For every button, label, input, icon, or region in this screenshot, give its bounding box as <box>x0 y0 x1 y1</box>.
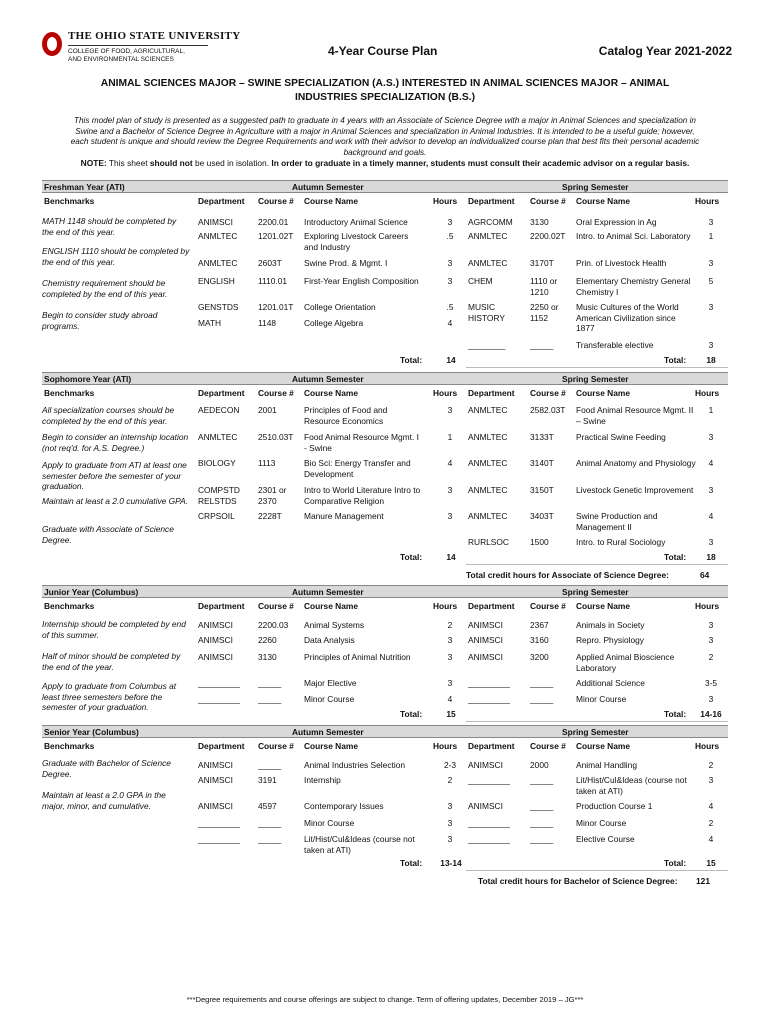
benchmark-item: Graduate with Associate of Science Degree. <box>42 524 174 545</box>
autumn-course-number: _____ <box>258 818 282 828</box>
benchmarks-header: Benchmarks <box>44 601 95 611</box>
spring-course-department: ANMLTEC <box>468 258 508 268</box>
spring-course-department: ANIMSCI <box>468 652 503 662</box>
autumn-course-hours: 3 <box>447 818 453 828</box>
hours-header: Hours <box>433 601 458 611</box>
associate-total-label: Total credit hours for Associate of Science Degree: <box>466 570 669 580</box>
autumn-course-hours: 3 <box>447 405 453 415</box>
spring-course-hours: 2 <box>708 760 714 770</box>
autumn-course-name: Internship <box>304 775 341 785</box>
benchmark-item: Apply to graduate from ATI at least one semester before the semester of your graduation. <box>42 460 187 491</box>
spring-course-department: MUSIC HISTORY <box>468 302 505 323</box>
benchmarks-header: Benchmarks <box>44 388 95 398</box>
spring-course-hours: 2 <box>708 652 714 662</box>
spring-course-hours: 4 <box>708 801 714 811</box>
spring-total-label: Total: <box>664 709 687 719</box>
spring-course-hours: 3-5 <box>704 678 718 688</box>
bachelor-total-label: Total credit hours for Bachelor of Science Degree: <box>478 876 678 886</box>
autumn-course-number: _____ <box>258 678 282 688</box>
ohio-state-logo-icon <box>42 32 62 56</box>
course-num-header: Course # <box>258 741 294 751</box>
autumn-course-name: College Orientation <box>304 302 376 312</box>
sophomore-section-header <box>42 372 728 385</box>
autumn-course-hours: 3 <box>447 258 453 268</box>
advisor-note: NOTE: This sheet should not be used in isolation. In order to graduate in a timely manner, students must consult their academic advisor on a regular basis. <box>80 158 690 168</box>
spring-course-hours: 3 <box>708 302 714 312</box>
spring-course-number: _____ <box>530 775 554 785</box>
plan-title: 4-Year Course Plan <box>328 44 438 58</box>
spring-course-hours: 3 <box>708 340 714 350</box>
university-logo-text <box>68 30 240 64</box>
autumn-course-hours: 3 <box>447 485 453 495</box>
autumn-course-name: First-Year English Composition <box>304 276 419 286</box>
autumn-total-label: Total: <box>400 552 423 562</box>
autumn-course-department: ANMLTEC <box>198 432 238 442</box>
course-num-header: Course # <box>258 601 294 611</box>
spring-course-name: Livestock Genetic Improvement <box>576 485 694 495</box>
intro-paragraph: This model plan of study is presented as a suggested path to graduate in 4 years with an Associate of Science Degree with a major in Animal Sciences and specialization in Swine and a Bachelor of Science Degree in Agriculture with a major in Animal Sciences and specialization in Animal Industries. It is intended to be a useful guide; however, each student is unique and should review the Degree Requirements and work with their advisor to develop an individualized course plan that best fits their personal academic background and goals. <box>70 116 700 157</box>
autumn-course-name: Animal Industries Selection <box>304 760 406 770</box>
spring-course-name: Animals in Society <box>576 620 645 630</box>
spring-course-number: 2250 or 1152 <box>530 302 559 323</box>
autumn-course-number: 4597 <box>258 801 277 811</box>
course-num-header: Course # <box>530 601 566 611</box>
benchmark-item: Chemistry requirement should be completed by the end of this year. <box>42 278 168 299</box>
autumn-course-department: ANIMSCI <box>198 760 233 770</box>
spring-course-hours: 3 <box>708 258 714 268</box>
autumn-course-name: Introductory Animal Science <box>304 217 408 227</box>
autumn-course-name: Minor Course <box>304 694 355 704</box>
spring-course-department: ANIMSCI <box>468 620 503 630</box>
autumn-total-label: Total: <box>400 858 423 868</box>
spring-course-hours: 3 <box>708 485 714 495</box>
autumn-course-department: _________ <box>198 694 240 704</box>
spring-course-hours: 4 <box>708 834 714 844</box>
spring-course-name: Oral Expression in Ag <box>576 217 657 227</box>
autumn-course-number: _____ <box>258 694 282 704</box>
autumn-course-hours: 1 <box>447 432 453 442</box>
junior-autumn-label: Autumn Semester <box>292 587 364 597</box>
spring-course-number: 2582.03T <box>530 405 566 415</box>
autumn-course-name: Food Animal Resource Mgmt. I - Swine <box>304 432 419 453</box>
spring-course-number: 3160 <box>530 635 549 645</box>
spring-course-hours: 1 <box>708 231 714 241</box>
page-header <box>42 30 732 70</box>
benchmarks-header: Benchmarks <box>44 196 95 206</box>
autumn-course-hours: 3 <box>447 801 453 811</box>
autumn-course-number: _____ <box>258 834 282 844</box>
spring-course-number: _____ <box>530 818 554 828</box>
course-name-header: Course Name <box>576 601 630 611</box>
spring-course-name: Elementary Chemistry General Chemistry I <box>576 276 691 297</box>
spring-course-number: 2000 <box>530 760 549 770</box>
spring-course-name: Intro. to Animal Sci. Laboratory <box>576 231 691 241</box>
autumn-course-department: ANIMSCI <box>198 635 233 645</box>
spring-course-number: _____ <box>530 834 554 844</box>
autumn-course-name: Principles of Food and Resource Economics <box>304 405 388 426</box>
autumn-course-department: CRPSOIL <box>198 511 235 521</box>
autumn-course-name: Manure Management <box>304 511 384 521</box>
junior-section-header <box>42 585 728 598</box>
spring-course-department: AGRCOMM <box>468 217 513 227</box>
benchmark-item: Begin to consider an internship location (not req'd. for A.S. Degree.) <box>42 432 189 453</box>
autumn-course-hours: 2-3 <box>443 760 457 770</box>
autumn-course-hours: 3 <box>447 635 453 645</box>
autumn-course-number: 2200.03 <box>258 620 289 630</box>
autumn-course-number: 1201.02T <box>258 231 294 241</box>
spring-course-name: Applied Animal Bioscience Laboratory <box>576 652 675 673</box>
spring-course-department: ANIMSCI <box>468 760 503 770</box>
sophomore-year-title: Sophomore Year (ATI) <box>44 374 132 384</box>
spring-course-number: 3170T <box>530 258 554 268</box>
autumn-course-department: AEDECON <box>198 405 240 415</box>
autumn-course-name: Animal Systems <box>304 620 365 630</box>
senior-year-title: Senior Year (Columbus) <box>44 727 139 737</box>
spring-course-name: Practical Swine Feeding <box>576 432 666 442</box>
autumn-course-hours: 3 <box>447 276 453 286</box>
spring-course-number: 3200 <box>530 652 549 662</box>
junior-year-section <box>42 585 728 723</box>
autumn-course-name: Exploring Livestock Careers and Industry <box>304 231 409 252</box>
course-name-header: Course Name <box>576 196 630 206</box>
spring-course-name: Prin. of Livestock Health <box>576 258 667 268</box>
senior-spring-label: Spring Semester <box>562 727 629 737</box>
spring-course-department: _________ <box>468 834 510 844</box>
department-header: Department <box>198 741 245 751</box>
spring-course-name: Transferable elective <box>576 340 654 350</box>
spring-course-department: ANMLTEC <box>468 485 508 495</box>
autumn-course-name: Intro to World Literature Intro to Comparative Religion <box>304 485 421 506</box>
autumn-course-number: 2260 <box>258 635 277 645</box>
freshman-year-title: Freshman Year (ATI) <box>44 182 125 192</box>
spring-course-number: _____ <box>530 801 554 811</box>
benchmark-item: ENGLISH 1110 should be completed by the end of this year. <box>42 246 190 267</box>
spring-course-number: 3130 <box>530 217 549 227</box>
junior-year-title: Junior Year (Columbus) <box>44 587 139 597</box>
course-num-header: Course # <box>530 741 566 751</box>
department-header: Department <box>468 388 515 398</box>
college-name: COLLEGE OF FOOD, AGRICULTURAL, AND ENVIRONMENTAL SCIENCES <box>68 45 208 64</box>
autumn-course-hours: 3 <box>447 678 453 688</box>
spring-course-name: Minor Course <box>576 694 627 704</box>
catalog-year: Catalog Year 2021-2022 <box>598 44 732 58</box>
autumn-course-number: 1148 <box>258 318 277 328</box>
benchmark-item: All specialization courses should be completed by the end of this year. <box>42 405 175 426</box>
sophomore-column-headers <box>42 388 728 400</box>
spring-course-hours: 3 <box>708 537 714 547</box>
spring-course-number: 2200.02T <box>530 231 566 241</box>
spring-course-name: Swine Production and Management II <box>576 511 658 532</box>
spring-course-department: ANMLTEC <box>468 458 508 468</box>
department-header: Department <box>468 196 515 206</box>
autumn-course-department: ANIMSCI <box>198 801 233 811</box>
spring-total-label: Total: <box>664 552 687 562</box>
senior-year-section <box>42 725 728 872</box>
hours-header: Hours <box>695 741 720 751</box>
department-header: Department <box>468 601 515 611</box>
hours-header: Hours <box>433 196 458 206</box>
senior-autumn-label: Autumn Semester <box>292 727 364 737</box>
spring-course-department: _________ <box>468 694 510 704</box>
spring-course-department: ANIMSCI <box>468 801 503 811</box>
autumn-course-department: _________ <box>198 818 240 828</box>
total-divider <box>466 870 728 871</box>
autumn-course-department: ANIMSCI <box>198 775 233 785</box>
autumn-course-number: 1110.01 <box>258 276 288 286</box>
autumn-course-number: 2510.03T <box>258 432 294 442</box>
freshman-year-section <box>42 180 728 369</box>
autumn-course-department: MATH <box>198 318 222 328</box>
autumn-total-hours: 14 <box>446 552 456 562</box>
spring-course-name: Animal Handling <box>576 760 637 770</box>
spring-course-hours: 3 <box>708 775 714 785</box>
benchmark-item: Half of minor should be completed by the end of the year. <box>42 651 181 672</box>
autumn-course-number: 2001 <box>258 405 277 415</box>
spring-course-number: _____ <box>530 678 554 688</box>
autumn-course-department: COMPSTD RELSTDS <box>198 485 240 506</box>
spring-course-number: _____ <box>530 340 554 350</box>
autumn-course-name: College Algebra <box>304 318 364 328</box>
course-num-header: Course # <box>530 196 566 206</box>
spring-total-label: Total: <box>664 355 687 365</box>
course-num-header: Course # <box>258 196 294 206</box>
total-divider <box>466 721 728 722</box>
course-name-header: Course Name <box>304 388 358 398</box>
autumn-course-number: 2200.01 <box>258 217 289 227</box>
spring-course-department: CHEM <box>468 276 493 286</box>
spring-course-hours: 1 <box>708 405 714 415</box>
spring-course-name: Repro. Physiology <box>576 635 644 645</box>
sophomore-autumn-label: Autumn Semester <box>292 374 364 384</box>
freshman-autumn-label: Autumn Semester <box>292 182 364 192</box>
junior-spring-label: Spring Semester <box>562 587 629 597</box>
autumn-course-department: ANIMSCI <box>198 217 233 227</box>
spring-course-department: ________ <box>468 340 506 350</box>
autumn-total-hours: 13-14 <box>440 858 462 868</box>
autumn-course-number: 3191 <box>258 775 277 785</box>
autumn-course-name: Bio Sci: Energy Transfer and Development <box>304 458 411 479</box>
autumn-course-number: 2301 or 2370 <box>258 485 287 506</box>
total-divider <box>466 367 728 368</box>
autumn-course-name: Swine Prod. & Mgmt. I <box>304 258 388 268</box>
spring-course-hours: 4 <box>708 511 714 521</box>
spring-course-hours: 3 <box>708 432 714 442</box>
freshman-section-header <box>42 180 728 193</box>
autumn-course-department: ANIMSCI <box>198 620 233 630</box>
autumn-course-hours: 3 <box>447 652 453 662</box>
autumn-course-hours: .5 <box>446 231 454 241</box>
autumn-course-hours: .5 <box>446 302 454 312</box>
autumn-course-name: Data Analysis <box>304 635 355 645</box>
autumn-total-hours: 14 <box>446 355 456 365</box>
freshman-spring-label: Spring Semester <box>562 182 629 192</box>
sophomore-spring-label: Spring Semester <box>562 374 629 384</box>
department-header: Department <box>198 601 245 611</box>
department-header: Department <box>198 196 245 206</box>
spring-course-department: ANMLTEC <box>468 405 508 415</box>
autumn-course-name: Principles of Animal Nutrition <box>304 652 411 662</box>
autumn-course-number: 3130 <box>258 652 277 662</box>
spring-course-hours: 3 <box>708 620 714 630</box>
spring-course-department: RURLSOC <box>468 537 509 547</box>
spring-course-name: Music Cultures of the World American Civilization since 1877 <box>576 302 679 333</box>
hours-header: Hours <box>695 196 720 206</box>
autumn-course-number: 2603T <box>258 258 282 268</box>
spring-course-number: 3403T <box>530 511 554 521</box>
autumn-course-name: Contemporary Issues <box>304 801 384 811</box>
spring-course-department: ANMLTEC <box>468 231 508 241</box>
spring-course-name: Intro. to Rural Sociology <box>576 537 666 547</box>
spring-course-department: _________ <box>468 818 510 828</box>
course-name-header: Course Name <box>304 196 358 206</box>
senior-column-headers <box>42 741 728 753</box>
autumn-course-number: 1113 <box>258 458 276 468</box>
associate-total-hours: 64 <box>700 570 710 580</box>
autumn-total-label: Total: <box>400 355 423 365</box>
autumn-course-number: _____ <box>258 760 282 770</box>
hours-header: Hours <box>695 601 720 611</box>
course-name-header: Course Name <box>576 388 630 398</box>
spring-course-name: Food Animal Resource Mgmt. II – Swine <box>576 405 694 426</box>
autumn-course-department: ANMLTEC <box>198 231 238 241</box>
spring-course-number: 1110 or 1210 <box>530 276 558 297</box>
autumn-course-hours: 2 <box>447 775 453 785</box>
spring-course-hours: 3 <box>708 635 714 645</box>
spring-course-name: Minor Course <box>576 818 627 828</box>
autumn-course-number: 2228T <box>258 511 282 521</box>
spring-course-department: _________ <box>468 678 510 688</box>
spring-total-hours: 18 <box>706 355 716 365</box>
sophomore-year-section <box>42 372 728 566</box>
spring-course-hours: 3 <box>708 217 714 227</box>
autumn-course-hours: 4 <box>447 458 453 468</box>
benchmark-item: Apply to graduate from Columbus at least three semesters before the semester of your graduation. <box>42 681 177 712</box>
spring-course-hours: 4 <box>708 458 714 468</box>
spring-total-hours: 15 <box>706 858 716 868</box>
spring-total-label: Total: <box>664 858 687 868</box>
autumn-course-department: _________ <box>198 678 240 688</box>
benchmark-item: Graduate with Bachelor of Science Degree. <box>42 758 171 779</box>
spring-course-name: Additional Science <box>576 678 645 688</box>
spring-course-number: _____ <box>530 694 554 704</box>
spring-course-name: Elective Course <box>576 834 635 844</box>
total-divider <box>466 564 728 565</box>
course-num-header: Course # <box>530 388 566 398</box>
autumn-course-number: 1201.01T <box>258 302 294 312</box>
benchmark-item: Begin to consider study abroad programs. <box>42 310 158 331</box>
autumn-course-department: GENSTDS <box>198 302 239 312</box>
course-name-header: Course Name <box>304 601 358 611</box>
benchmarks-header: Benchmarks <box>44 741 95 751</box>
senior-section-header <box>42 725 728 738</box>
spring-course-number: 3140T <box>530 458 554 468</box>
spring-course-number: 1500 <box>530 537 549 547</box>
autumn-course-name: Minor Course <box>304 818 355 828</box>
spring-course-department: ANMLTEC <box>468 511 508 521</box>
benchmark-item: MATH 1148 should be completed by the end of this year. <box>42 216 177 237</box>
spring-course-name: Animal Anatomy and Physiology <box>576 458 696 468</box>
benchmark-item: Internship should be completed by end of this summer. <box>42 619 186 640</box>
freshman-column-headers <box>42 196 728 208</box>
autumn-course-department: ANIMSCI <box>198 652 233 662</box>
spring-course-department: _________ <box>468 775 510 785</box>
spring-total-hours: 14-16 <box>700 709 722 719</box>
spring-course-hours: 5 <box>708 276 714 286</box>
autumn-course-hours: 3 <box>447 217 453 227</box>
course-name-header: Course Name <box>576 741 630 751</box>
spring-course-number: 3133T <box>530 432 554 442</box>
autumn-course-hours: 4 <box>447 318 453 328</box>
autumn-total-label: Total: <box>400 709 423 719</box>
autumn-course-department: _________ <box>198 834 240 844</box>
university-name: THE OHIO STATE UNIVERSITY <box>68 30 241 42</box>
benchmark-item: Maintain at least a 2.0 GPA in the major, minor, and cumulative. <box>42 790 166 811</box>
spring-course-hours: 3 <box>708 694 714 704</box>
spring-course-number: 2367 <box>530 620 549 630</box>
spring-course-name: Production Course 1 <box>576 801 653 811</box>
autumn-course-hours: 3 <box>447 834 453 844</box>
footer-disclaimer: ***Degree requirements and course offerings are subject to change. Term of offering updates, December 2019 – JG*** <box>186 995 584 1004</box>
course-num-header: Course # <box>258 388 294 398</box>
hours-header: Hours <box>433 388 458 398</box>
autumn-course-department: BIOLOGY <box>198 458 236 468</box>
department-header: Department <box>198 388 245 398</box>
autumn-total-hours: 15 <box>446 709 456 719</box>
hours-header: Hours <box>695 388 720 398</box>
spring-course-department: ANIMSCI <box>468 635 503 645</box>
autumn-course-hours: 3 <box>447 511 453 521</box>
spring-course-name: Lit/Hist/Cul&Ideas (course not taken at ATI) <box>576 775 687 796</box>
department-header: Department <box>468 741 515 751</box>
autumn-course-name: Major Elective <box>304 678 357 688</box>
benchmark-item: Maintain at least a 2.0 cumulative GPA. <box>42 496 189 506</box>
spring-course-hours: 2 <box>708 818 714 828</box>
spring-course-number: 3150T <box>530 485 554 495</box>
course-name-header: Course Name <box>304 741 358 751</box>
spring-total-hours: 18 <box>706 552 716 562</box>
hours-header: Hours <box>433 741 458 751</box>
autumn-course-hours: 2 <box>447 620 453 630</box>
autumn-course-department: ENGLISH <box>198 276 235 286</box>
autumn-course-department: ANMLTEC <box>198 258 238 268</box>
major-title: ANIMAL SCIENCES MAJOR – SWINE SPECIALIZATION (A.S.) INTERESTED IN ANIMAL SCIENCES MAJOR – ANIMAL INDUSTRIES SPECIALIZATION (B.S.) <box>100 78 670 103</box>
autumn-course-name: Lit/Hist/Cul&Ideas (course not taken at ATI) <box>304 834 415 855</box>
spring-course-department: ANMLTEC <box>468 432 508 442</box>
bachelor-total-hours: 121 <box>696 876 710 886</box>
autumn-course-hours: 4 <box>447 694 453 704</box>
junior-column-headers <box>42 601 728 613</box>
